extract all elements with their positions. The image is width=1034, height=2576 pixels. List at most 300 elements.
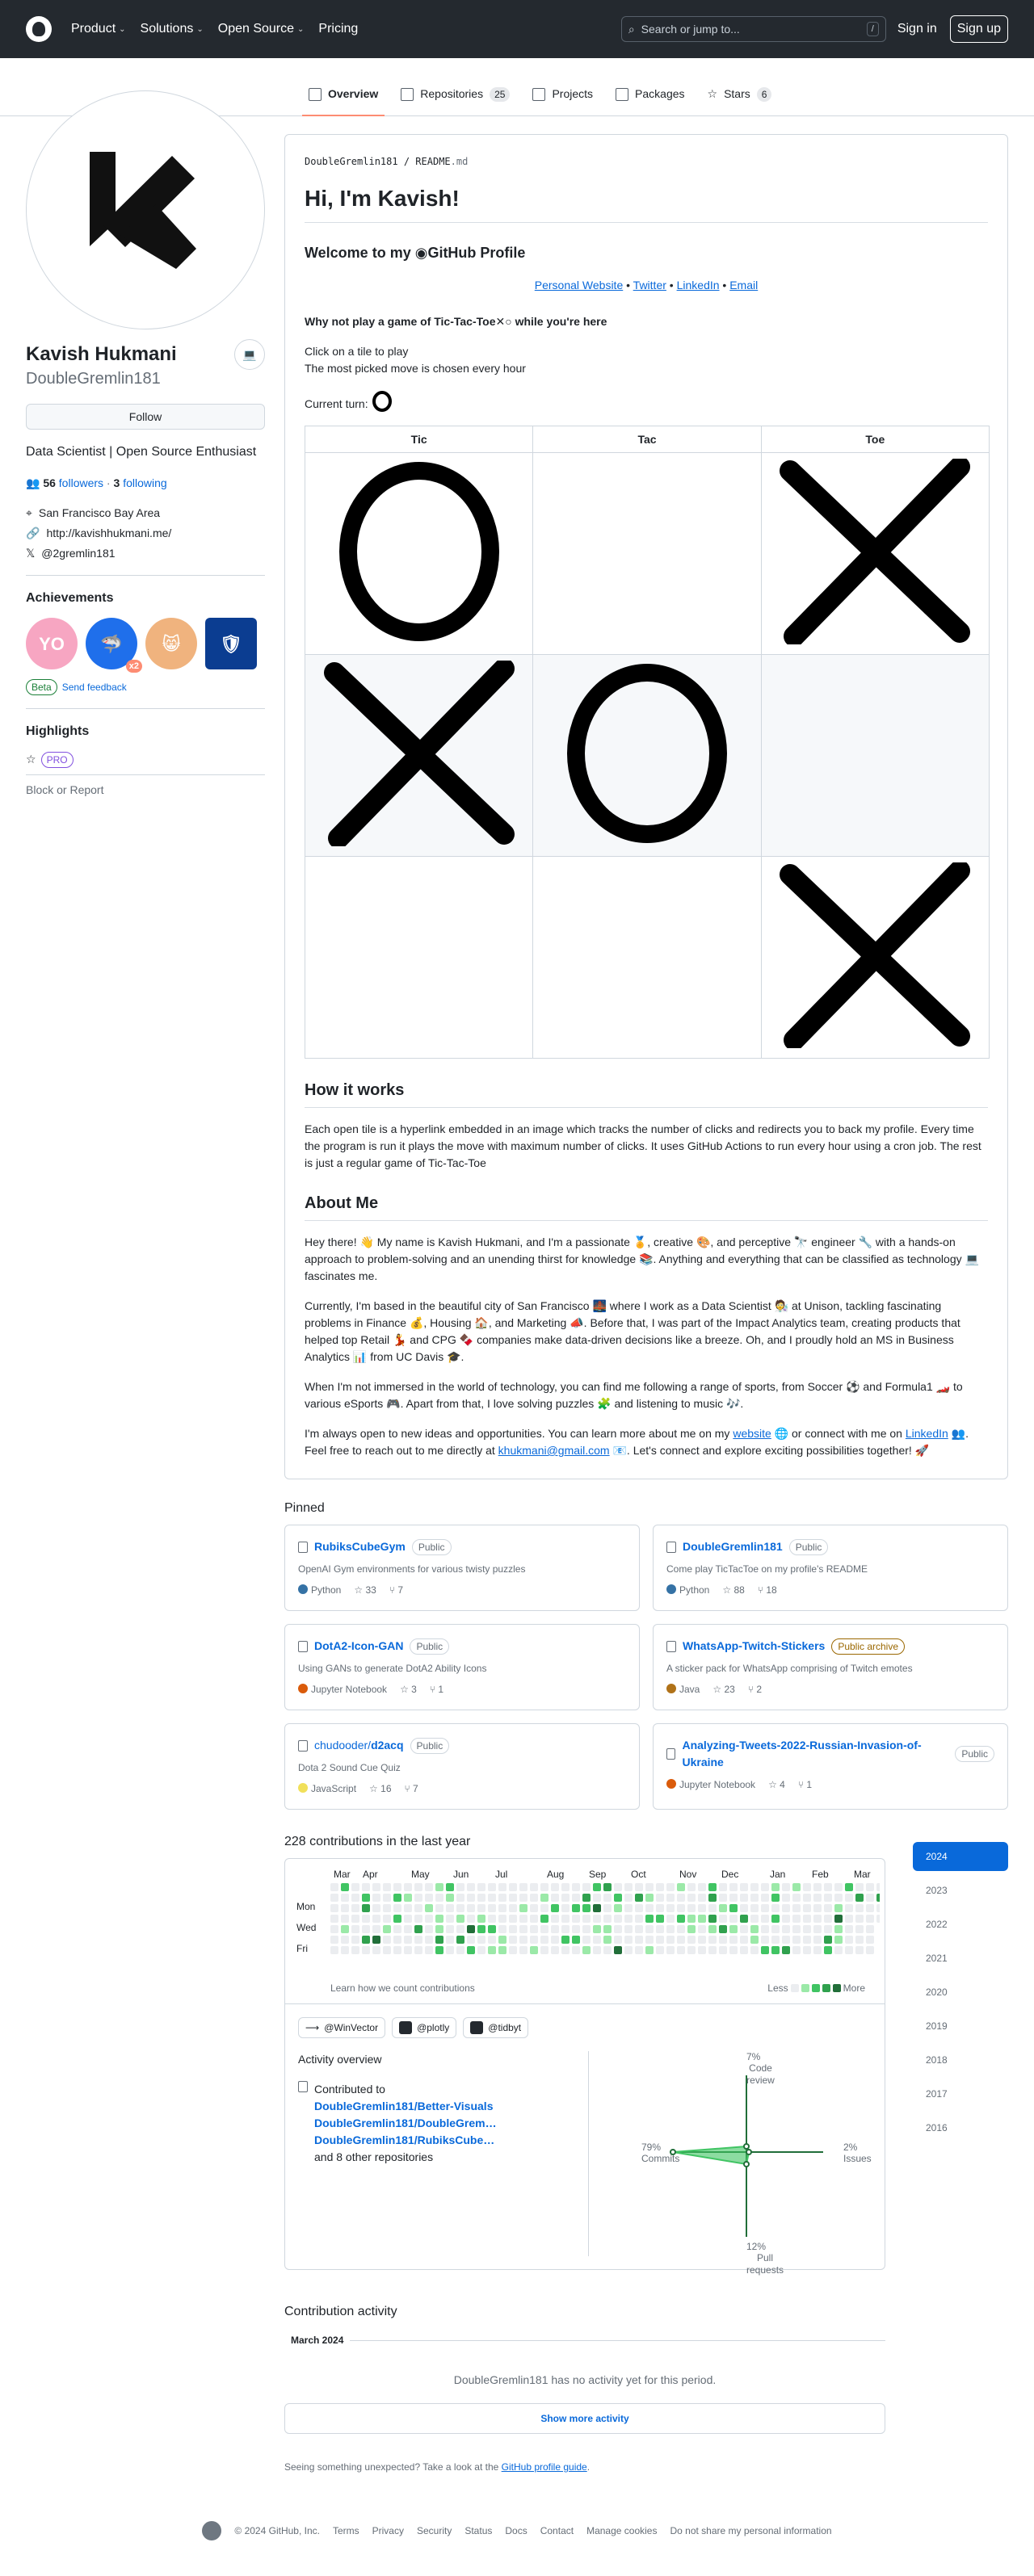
contribution-day[interactable] <box>656 1904 664 1912</box>
contribution-day[interactable] <box>729 1946 738 1954</box>
contribution-day[interactable] <box>351 1883 359 1891</box>
contribution-day[interactable] <box>750 1936 759 1944</box>
contribution-day[interactable] <box>824 1925 832 1933</box>
contribution-day[interactable] <box>635 1925 643 1933</box>
contribution-day[interactable] <box>866 1946 874 1954</box>
contribution-day[interactable] <box>341 1946 349 1954</box>
contributed-repo-link[interactable]: DoubleGremlin181/Better-Visuals <box>314 2100 494 2112</box>
contribution-day[interactable] <box>750 1894 759 1902</box>
contribution-day[interactable] <box>761 1883 769 1891</box>
contribution-day[interactable] <box>456 1925 464 1933</box>
contribution-day[interactable] <box>645 1925 654 1933</box>
contribution-day[interactable] <box>372 1883 380 1891</box>
footer-link[interactable]: Security <box>416 2525 452 2536</box>
contribution-day[interactable] <box>414 1936 422 1944</box>
contribution-day[interactable] <box>677 1883 685 1891</box>
about-linkedin-link[interactable]: LinkedIn <box>905 1427 948 1440</box>
sign-up-button[interactable]: Sign up <box>950 15 1008 43</box>
email-link[interactable]: Email <box>729 279 759 292</box>
contribution-day[interactable] <box>645 1915 654 1923</box>
readme-user-link[interactable]: DoubleGremlin181 <box>305 156 398 167</box>
contribution-day[interactable] <box>509 1904 517 1912</box>
contribution-day[interactable] <box>635 1894 643 1902</box>
contribution-day[interactable] <box>687 1936 696 1944</box>
year-2016[interactable]: 2016 <box>926 2122 948 2133</box>
contribution-day[interactable] <box>845 1925 853 1933</box>
contribution-day[interactable] <box>729 1915 738 1923</box>
contribution-day[interactable] <box>561 1883 570 1891</box>
contribution-day[interactable] <box>666 1904 675 1912</box>
contribution-day[interactable] <box>561 1915 570 1923</box>
contribution-day[interactable] <box>551 1925 559 1933</box>
contribution-day[interactable] <box>761 1925 769 1933</box>
contribution-day[interactable] <box>656 1946 664 1954</box>
contribution-day[interactable] <box>456 1936 464 1944</box>
contribution-day[interactable] <box>834 1915 843 1923</box>
contribution-day[interactable] <box>551 1936 559 1944</box>
contribution-day[interactable] <box>855 1925 864 1933</box>
nav-solutions[interactable] <box>141 19 204 39</box>
contribution-day[interactable] <box>603 1925 612 1933</box>
twitter-readme-link[interactable]: Twitter <box>633 279 666 292</box>
contribution-day[interactable] <box>425 1925 433 1933</box>
contribution-day[interactable] <box>509 1915 517 1923</box>
footer-link[interactable]: Manage cookies <box>586 2525 658 2536</box>
show-more-activity-button[interactable]: Show more activity <box>284 2403 885 2434</box>
contribution-day[interactable] <box>624 1946 633 1954</box>
contribution-day[interactable] <box>372 1915 380 1923</box>
contribution-day[interactable] <box>666 1883 675 1891</box>
contribution-day[interactable] <box>456 1894 464 1902</box>
pinned-repo-link[interactable] <box>314 1638 403 1655</box>
contribution-day[interactable] <box>876 1915 880 1923</box>
contribution-day[interactable] <box>708 1894 717 1902</box>
block-report-link[interactable]: Block or Report <box>26 783 104 796</box>
contribution-day[interactable] <box>414 1915 422 1923</box>
contribution-day[interactable] <box>498 1894 506 1902</box>
contribution-day[interactable] <box>845 1883 853 1891</box>
contribution-day[interactable] <box>792 1894 801 1902</box>
contribution-day[interactable] <box>383 1894 391 1902</box>
contribution-day[interactable] <box>404 1936 412 1944</box>
contribution-day[interactable] <box>687 1904 696 1912</box>
contribution-day[interactable] <box>719 1883 727 1891</box>
contribution-day[interactable] <box>666 1946 675 1954</box>
contribution-day[interactable] <box>771 1925 780 1933</box>
contribution-day[interactable] <box>540 1925 549 1933</box>
contribution-day[interactable] <box>866 1904 874 1912</box>
contribution-day[interactable] <box>719 1936 727 1944</box>
contribution-day[interactable] <box>351 1936 359 1944</box>
contribution-day[interactable] <box>341 1883 349 1891</box>
contribution-day[interactable] <box>351 1894 359 1902</box>
contribution-day[interactable] <box>740 1904 748 1912</box>
contribution-day[interactable] <box>477 1915 485 1923</box>
contribution-day[interactable] <box>435 1894 443 1902</box>
contribution-day[interactable] <box>362 1904 370 1912</box>
contribution-day[interactable] <box>750 1883 759 1891</box>
contribution-day[interactable] <box>813 1904 822 1912</box>
contribution-day[interactable] <box>561 1925 570 1933</box>
contribution-day[interactable] <box>761 1894 769 1902</box>
contribution-day[interactable] <box>519 1915 528 1923</box>
contribution-day[interactable] <box>866 1915 874 1923</box>
contribution-day[interactable] <box>530 1904 538 1912</box>
twitter-link[interactable]: @2gremlin181 <box>41 547 116 560</box>
contribution-day[interactable] <box>582 1925 591 1933</box>
contribution-day[interactable] <box>561 1894 570 1902</box>
contribution-day[interactable] <box>488 1915 496 1923</box>
contribution-day[interactable] <box>572 1883 580 1891</box>
contribution-day[interactable] <box>456 1946 464 1954</box>
contribution-day[interactable] <box>330 1925 338 1933</box>
pinned-repo-link[interactable] <box>682 1737 948 1771</box>
contribution-day[interactable] <box>404 1915 412 1923</box>
contribution-day[interactable] <box>729 1904 738 1912</box>
status-emoji[interactable]: 💻 <box>234 339 265 370</box>
repo-stars-link[interactable] <box>369 1781 391 1796</box>
contribution-day[interactable] <box>761 1946 769 1954</box>
contribution-day[interactable] <box>383 1904 391 1912</box>
repo-forks-link[interactable] <box>798 1777 812 1792</box>
contribution-day[interactable] <box>677 1925 685 1933</box>
contribution-day[interactable] <box>509 1894 517 1902</box>
contribution-day[interactable] <box>876 1883 880 1891</box>
contribution-day[interactable] <box>435 1936 443 1944</box>
footer-link[interactable]: Docs <box>505 2525 528 2536</box>
contribution-day[interactable] <box>456 1915 464 1923</box>
contribution-day[interactable] <box>834 1925 843 1933</box>
nav-product[interactable] <box>71 19 126 39</box>
contribution-day[interactable] <box>540 1904 549 1912</box>
contribution-day[interactable] <box>435 1883 443 1891</box>
contribution-day[interactable] <box>635 1936 643 1944</box>
contribution-day[interactable] <box>446 1946 454 1954</box>
nav-pricing[interactable] <box>318 19 358 39</box>
contribution-day[interactable] <box>498 1904 506 1912</box>
contribution-day[interactable] <box>488 1946 496 1954</box>
contribution-day[interactable] <box>729 1925 738 1933</box>
footer-link[interactable]: Status <box>464 2525 493 2536</box>
pinned-repo-link[interactable] <box>314 1538 406 1555</box>
contribution-day[interactable] <box>824 1883 832 1891</box>
contribution-day[interactable] <box>855 1883 864 1891</box>
contribution-day[interactable] <box>813 1946 822 1954</box>
contribution-day[interactable] <box>866 1883 874 1891</box>
contribution-day[interactable] <box>677 1904 685 1912</box>
achievement-yolo-icon[interactable]: YO <box>26 618 78 669</box>
website-link[interactable]: http://kavishhukmani.me/ <box>46 527 172 539</box>
contribution-day[interactable] <box>719 1925 727 1933</box>
contribution-day[interactable] <box>824 1915 832 1923</box>
contribution-day[interactable] <box>477 1936 485 1944</box>
contribution-day[interactable] <box>330 1904 338 1912</box>
contribution-day[interactable] <box>687 1946 696 1954</box>
contribution-day[interactable] <box>362 1925 370 1933</box>
contribution-day[interactable] <box>740 1883 748 1891</box>
contribution-day[interactable] <box>624 1915 633 1923</box>
contribution-day[interactable] <box>698 1894 706 1902</box>
contribution-day[interactable] <box>362 1946 370 1954</box>
contribution-day[interactable] <box>813 1894 822 1902</box>
contribution-day[interactable] <box>509 1946 517 1954</box>
contribution-day[interactable] <box>677 1894 685 1902</box>
board-tile[interactable] <box>305 857 533 1059</box>
contribution-day[interactable] <box>488 1894 496 1902</box>
contribution-day[interactable] <box>824 1936 832 1944</box>
contribution-day[interactable] <box>845 1936 853 1944</box>
contribution-day[interactable] <box>341 1894 349 1902</box>
contribution-day[interactable] <box>656 1915 664 1923</box>
contribution-day[interactable] <box>362 1915 370 1923</box>
contribution-day[interactable] <box>330 1946 338 1954</box>
contribution-day[interactable] <box>414 1894 422 1902</box>
contribution-day[interactable] <box>383 1883 391 1891</box>
contribution-day[interactable] <box>582 1915 591 1923</box>
contribution-day[interactable] <box>740 1936 748 1944</box>
contribution-day[interactable] <box>351 1925 359 1933</box>
contribution-day[interactable] <box>467 1925 475 1933</box>
contribution-day[interactable] <box>509 1936 517 1944</box>
contribution-day[interactable] <box>519 1904 528 1912</box>
contribution-day[interactable] <box>719 1904 727 1912</box>
github-footer-logo-icon[interactable] <box>202 2521 221 2540</box>
contribution-day[interactable] <box>519 1883 528 1891</box>
contribution-day[interactable] <box>582 1936 591 1944</box>
contribution-day[interactable] <box>351 1915 359 1923</box>
contribution-day[interactable] <box>477 1883 485 1891</box>
contribution-day[interactable] <box>341 1904 349 1912</box>
contribution-day[interactable] <box>708 1925 717 1933</box>
contribution-day[interactable] <box>834 1894 843 1902</box>
contribution-day[interactable] <box>824 1904 832 1912</box>
contribution-day[interactable] <box>530 1915 538 1923</box>
contribution-day[interactable] <box>666 1915 675 1923</box>
contribution-day[interactable] <box>698 1883 706 1891</box>
contribution-day[interactable] <box>771 1946 780 1954</box>
contribution-day[interactable] <box>456 1883 464 1891</box>
contribution-day[interactable] <box>792 1883 801 1891</box>
contributed-repo-link[interactable]: DoubleGremlin181/RubiksCube… <box>314 2133 495 2146</box>
about-website-link[interactable]: website <box>733 1427 771 1440</box>
contribution-day[interactable] <box>425 1946 433 1954</box>
contribution-day[interactable] <box>866 1936 874 1944</box>
contribution-day[interactable] <box>771 1936 780 1944</box>
contribution-day[interactable] <box>803 1894 811 1902</box>
contribution-day[interactable] <box>572 1936 580 1944</box>
contribution-day[interactable] <box>855 1936 864 1944</box>
contribution-day[interactable] <box>771 1904 780 1912</box>
contribution-day[interactable] <box>761 1915 769 1923</box>
year-2018[interactable]: 2018 <box>926 2054 948 2066</box>
contribution-day[interactable] <box>372 1894 380 1902</box>
contribution-day[interactable] <box>383 1925 391 1933</box>
contribution-day[interactable] <box>435 1904 443 1912</box>
repo-forks-link[interactable] <box>758 1583 777 1597</box>
contribution-day[interactable] <box>540 1946 549 1954</box>
achievement-pull-shark-icon[interactable]: 🦈 x2 <box>86 618 137 669</box>
contribution-day[interactable] <box>656 1894 664 1902</box>
contribution-day[interactable] <box>530 1883 538 1891</box>
contribution-day[interactable] <box>687 1883 696 1891</box>
contribution-day[interactable] <box>656 1883 664 1891</box>
contribution-day[interactable] <box>845 1946 853 1954</box>
contribution-day[interactable] <box>614 1925 622 1933</box>
achievement-quickdraw-icon[interactable]: 😸 <box>145 618 197 669</box>
contribution-day[interactable] <box>666 1894 675 1902</box>
contribution-day[interactable] <box>414 1904 422 1912</box>
contribution-day[interactable] <box>425 1904 433 1912</box>
tab-projects[interactable] <box>526 86 599 115</box>
contribution-day[interactable] <box>593 1925 601 1933</box>
contribution-day[interactable] <box>834 1936 843 1944</box>
contribution-day[interactable] <box>666 1925 675 1933</box>
contribution-day[interactable] <box>425 1894 433 1902</box>
contribution-day[interactable] <box>876 1904 880 1912</box>
contribution-day[interactable] <box>792 1946 801 1954</box>
contribution-day[interactable] <box>414 1883 422 1891</box>
avatar[interactable] <box>26 90 265 329</box>
contribution-day[interactable] <box>677 1946 685 1954</box>
contribution-day[interactable] <box>446 1936 454 1944</box>
contribution-day[interactable] <box>761 1936 769 1944</box>
contribution-day[interactable] <box>551 1946 559 1954</box>
contribution-day[interactable] <box>614 1936 622 1944</box>
repo-stars-link[interactable] <box>722 1583 744 1597</box>
contribution-day[interactable] <box>488 1925 496 1933</box>
contribution-day[interactable] <box>425 1915 433 1923</box>
board-tile[interactable] <box>761 655 989 857</box>
contribution-day[interactable] <box>614 1894 622 1902</box>
contribution-day[interactable] <box>467 1936 475 1944</box>
contribution-day[interactable] <box>383 1936 391 1944</box>
about-email-link[interactable]: khukmani@gmail.com <box>498 1444 610 1457</box>
contribution-day[interactable] <box>446 1915 454 1923</box>
contribution-day[interactable] <box>404 1904 412 1912</box>
contribution-day[interactable] <box>530 1925 538 1933</box>
contribution-day[interactable] <box>603 1894 612 1902</box>
year-2023[interactable]: 2023 <box>926 1885 948 1896</box>
contribution-day[interactable] <box>551 1915 559 1923</box>
contribution-day[interactable] <box>593 1883 601 1891</box>
nav-open-source[interactable] <box>218 19 305 39</box>
contribution-day[interactable] <box>393 1904 401 1912</box>
contribution-day[interactable] <box>603 1883 612 1891</box>
repo-forks-link[interactable] <box>389 1583 403 1597</box>
contribution-day[interactable] <box>614 1904 622 1912</box>
contribution-day[interactable] <box>540 1894 549 1902</box>
contribution-day[interactable] <box>656 1925 664 1933</box>
board-tile[interactable] <box>533 453 761 655</box>
contribution-day[interactable] <box>330 1936 338 1944</box>
contribution-day[interactable] <box>624 1894 633 1902</box>
contribution-day[interactable] <box>498 1936 506 1944</box>
year-2021[interactable]: 2021 <box>926 1953 948 1964</box>
contribution-day[interactable] <box>383 1946 391 1954</box>
footer-link[interactable]: Privacy <box>372 2525 404 2536</box>
contribution-day[interactable] <box>698 1904 706 1912</box>
tab-repositories[interactable] <box>394 86 516 115</box>
contribution-day[interactable] <box>834 1883 843 1891</box>
contribution-day[interactable] <box>708 1915 717 1923</box>
contribution-day[interactable] <box>603 1904 612 1912</box>
contribution-day[interactable] <box>750 1925 759 1933</box>
contribution-day[interactable] <box>624 1925 633 1933</box>
personal-website-link[interactable]: Personal Website <box>534 279 624 292</box>
board-tile[interactable] <box>533 857 761 1059</box>
contribution-day[interactable] <box>351 1904 359 1912</box>
contribution-day[interactable] <box>446 1894 454 1902</box>
repo-stars-link[interactable] <box>768 1777 785 1792</box>
contribution-day[interactable] <box>435 1925 443 1933</box>
contribution-day[interactable] <box>708 1936 717 1944</box>
footer-link[interactable]: Terms <box>332 2525 359 2536</box>
contribution-day[interactable] <box>362 1894 370 1902</box>
contribution-day[interactable] <box>362 1936 370 1944</box>
contribution-day[interactable] <box>341 1915 349 1923</box>
contribution-day[interactable] <box>572 1894 580 1902</box>
contribution-day[interactable] <box>813 1936 822 1944</box>
contribution-day[interactable] <box>740 1925 748 1933</box>
contribution-day[interactable] <box>645 1894 654 1902</box>
contribution-day[interactable] <box>719 1894 727 1902</box>
contribution-day[interactable] <box>750 1904 759 1912</box>
footer-link[interactable]: Contact <box>540 2525 574 2536</box>
contribution-day[interactable] <box>624 1883 633 1891</box>
contribution-day[interactable] <box>341 1925 349 1933</box>
contribution-day[interactable] <box>435 1915 443 1923</box>
contribution-day[interactable] <box>645 1883 654 1891</box>
contribution-day[interactable] <box>330 1883 338 1891</box>
follow-button[interactable]: Follow <box>26 404 265 430</box>
contribution-day[interactable] <box>803 1915 811 1923</box>
tab-overview[interactable] <box>302 86 385 115</box>
contribution-day[interactable] <box>435 1946 443 1954</box>
repo-stars-link[interactable] <box>712 1682 734 1697</box>
contribution-day[interactable] <box>698 1925 706 1933</box>
contribution-day[interactable] <box>624 1904 633 1912</box>
contribution-day[interactable] <box>771 1883 780 1891</box>
contribution-day[interactable] <box>708 1883 717 1891</box>
contribution-day[interactable] <box>729 1936 738 1944</box>
footer-link[interactable]: Do not share my personal information <box>670 2525 832 2536</box>
pinned-repo-link[interactable] <box>683 1538 783 1555</box>
contribution-day[interactable] <box>614 1883 622 1891</box>
contribution-day[interactable] <box>330 1894 338 1902</box>
contribution-day[interactable] <box>782 1936 790 1944</box>
contribution-day[interactable] <box>551 1883 559 1891</box>
contribution-day[interactable] <box>719 1915 727 1923</box>
org-filter-tidbyt[interactable] <box>463 2017 528 2038</box>
contribution-day[interactable] <box>582 1894 591 1902</box>
contribution-day[interactable] <box>834 1904 843 1912</box>
contribution-day[interactable] <box>740 1946 748 1954</box>
contribution-day[interactable] <box>414 1946 422 1954</box>
contribution-day[interactable] <box>782 1925 790 1933</box>
contribution-day[interactable] <box>404 1925 412 1933</box>
following-link[interactable] <box>114 476 167 489</box>
contribution-day[interactable] <box>855 1894 864 1902</box>
contribution-day[interactable] <box>498 1915 506 1923</box>
github-logo-icon[interactable] <box>26 16 52 42</box>
contribution-day[interactable] <box>645 1946 654 1954</box>
repo-stars-link[interactable] <box>354 1583 376 1597</box>
contribution-day[interactable] <box>530 1894 538 1902</box>
tab-stars[interactable] <box>701 86 779 115</box>
sign-in-link[interactable]: Sign in <box>897 22 937 36</box>
contribution-day[interactable] <box>708 1946 717 1954</box>
contribution-day[interactable] <box>792 1915 801 1923</box>
